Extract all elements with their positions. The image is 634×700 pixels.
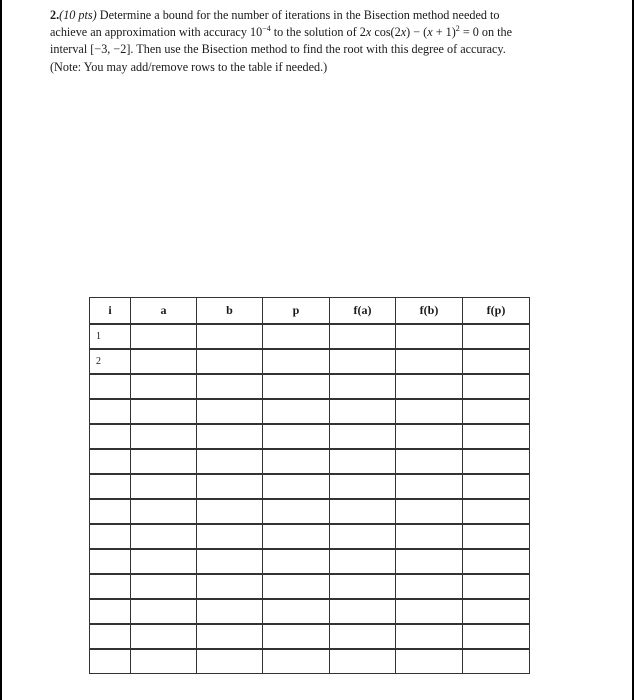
problem-line-2 [50, 24, 580, 41]
table-row [89, 475, 530, 500]
cell-a[interactable] [131, 650, 197, 674]
problem-statement [50, 7, 580, 76]
cell-p[interactable] [263, 475, 330, 500]
cell-i[interactable] [89, 550, 131, 575]
cell-p[interactable] [263, 575, 330, 600]
cell-fa[interactable] [330, 550, 396, 575]
cell-fa[interactable] [330, 400, 396, 425]
cell-fp[interactable] [463, 450, 530, 475]
problem-line-1 [50, 7, 580, 24]
cell-p[interactable] [263, 550, 330, 575]
cell-fp[interactable] [463, 350, 530, 375]
problem-text-2b: to the solution of 2 [270, 25, 366, 40]
cell-p[interactable] [263, 450, 330, 475]
cell-i[interactable] [89, 400, 131, 425]
cell-a[interactable] [131, 575, 197, 600]
cell-i[interactable] [89, 475, 131, 500]
table-row [89, 500, 530, 525]
cell-fp[interactable] [463, 425, 530, 450]
cell-fa[interactable] [330, 325, 396, 350]
square-exponent: 2 [455, 24, 460, 34]
problem-text-2d: cos(2 [371, 25, 401, 40]
cell-fb[interactable] [396, 525, 463, 550]
table-row [89, 425, 530, 450]
cell-i[interactable]: 2 [89, 350, 131, 375]
cell-fa[interactable] [330, 500, 396, 525]
cell-b[interactable] [197, 475, 263, 500]
problem-line-4: (Note: You may add/remove rows to the table if needed.) [50, 59, 328, 74]
cell-p[interactable] [263, 350, 330, 375]
table-row [89, 575, 530, 600]
cell-fp[interactable] [463, 375, 530, 400]
cell-p[interactable] [263, 425, 330, 450]
bisection-table-grid [89, 297, 530, 674]
table-row [89, 400, 530, 425]
cell-i[interactable] [89, 600, 131, 625]
var-x-2: x [400, 25, 407, 40]
cell-fb[interactable] [396, 350, 463, 375]
var-x-1: x [365, 25, 372, 40]
cell-fb[interactable] [396, 375, 463, 400]
cell-a[interactable] [131, 450, 197, 475]
table-body [89, 325, 530, 674]
accuracy-exponent: −4 [262, 24, 271, 34]
cell-fb[interactable] [396, 425, 463, 450]
problem-number: 2. [50, 8, 60, 22]
cell-p[interactable] [263, 600, 330, 625]
cell-fp[interactable] [463, 550, 530, 575]
cell-fb[interactable] [396, 650, 463, 674]
cell-i[interactable] [89, 375, 131, 400]
header-p: p [263, 297, 330, 325]
cell-p[interactable] [263, 525, 330, 550]
cell-i[interactable] [89, 500, 131, 525]
cell-fa[interactable] [330, 650, 396, 674]
cell-fa[interactable] [330, 625, 396, 650]
cell-i[interactable] [89, 575, 131, 600]
cell-fb[interactable] [396, 325, 463, 350]
table-row [89, 650, 530, 674]
cell-a[interactable] [131, 550, 197, 575]
cell-b[interactable] [197, 575, 263, 600]
var-x-3: x [427, 25, 433, 40]
problem-text-2h: + 1) [432, 25, 456, 40]
cell-fa[interactable] [330, 425, 396, 450]
cell-a[interactable] [131, 425, 197, 450]
table-row [89, 600, 530, 625]
cell-fa[interactable] [330, 350, 396, 375]
bisection-table [89, 297, 530, 674]
cell-a[interactable] [131, 475, 197, 500]
cell-fp[interactable] [463, 400, 530, 425]
problem-text-2a: achieve an approximation with accuracy 10 [50, 25, 263, 40]
table-row [89, 550, 530, 575]
cell-fa[interactable] [330, 525, 396, 550]
cell-a[interactable] [131, 325, 197, 350]
page-border-left [0, 0, 2, 700]
table-row [89, 625, 530, 650]
cell-a[interactable] [131, 525, 197, 550]
cell-i[interactable] [89, 650, 131, 674]
cell-fp[interactable] [463, 500, 530, 525]
cell-p[interactable] [263, 400, 330, 425]
header-fp: f(p) [463, 297, 530, 325]
cell-fa[interactable] [330, 575, 396, 600]
cell-fb[interactable] [396, 475, 463, 500]
cell-fb[interactable] [396, 550, 463, 575]
cell-i[interactable] [89, 625, 131, 650]
cell-p[interactable] [263, 650, 330, 674]
table-header-row [89, 297, 530, 325]
cell-a[interactable] [131, 600, 197, 625]
cell-i[interactable] [89, 450, 131, 475]
cell-a[interactable] [131, 350, 197, 375]
problem-points: (10 pts) [59, 8, 97, 22]
header-fb: f(b) [396, 297, 463, 325]
cell-fp[interactable] [463, 525, 530, 550]
cell-a[interactable] [131, 375, 197, 400]
table-row [89, 525, 530, 550]
cell-fb[interactable] [396, 625, 463, 650]
cell-fp[interactable] [463, 625, 530, 650]
cell-fb[interactable] [396, 575, 463, 600]
cell-b[interactable] [197, 350, 263, 375]
cell-a[interactable] [131, 500, 197, 525]
table-row [89, 375, 530, 400]
problem-text-1: Determine a bound for the number of iterations in the Bisection method needed to [99, 8, 500, 22]
table-row [89, 325, 530, 350]
cell-fp[interactable] [463, 650, 530, 674]
cell-i[interactable] [89, 525, 131, 550]
cell-fb[interactable] [396, 500, 463, 525]
cell-fb[interactable] [396, 600, 463, 625]
cell-p[interactable] [263, 500, 330, 525]
cell-b[interactable] [197, 525, 263, 550]
cell-b[interactable] [197, 500, 263, 525]
cell-b[interactable] [197, 600, 263, 625]
cell-fb[interactable] [396, 450, 463, 475]
cell-fa[interactable] [330, 475, 396, 500]
problem-text-2i: = 0 on the [459, 25, 513, 40]
cell-b[interactable] [197, 325, 263, 350]
table-row [89, 350, 530, 375]
cell-fa[interactable] [330, 375, 396, 400]
problem-text-2f: ) − ( [406, 25, 428, 40]
cell-i[interactable]: 1 [89, 325, 131, 350]
cell-fp[interactable] [463, 575, 530, 600]
problem-line-3: interval [−3, −2]. Then use the Bisection method to find the root with this degree of accuracy. [50, 42, 506, 57]
cell-fa[interactable] [330, 450, 396, 475]
cell-p[interactable] [263, 375, 330, 400]
table-row [89, 450, 530, 475]
cell-b[interactable] [197, 450, 263, 475]
cell-b[interactable] [197, 550, 263, 575]
header-a: a [131, 297, 197, 325]
cell-b[interactable] [197, 375, 263, 400]
header-i: i [89, 297, 131, 325]
cell-fp[interactable] [463, 325, 530, 350]
cell-p[interactable] [263, 325, 330, 350]
cell-fp[interactable] [463, 600, 530, 625]
cell-p[interactable] [263, 625, 330, 650]
cell-fb[interactable] [396, 400, 463, 425]
cell-b[interactable] [197, 625, 263, 650]
header-fa: f(a) [330, 297, 396, 325]
cell-fa[interactable] [330, 600, 396, 625]
cell-a[interactable] [131, 400, 197, 425]
cell-b[interactable] [197, 650, 263, 674]
cell-i[interactable] [89, 425, 131, 450]
header-b: b [197, 297, 263, 325]
cell-fp[interactable] [463, 475, 530, 500]
cell-b[interactable] [197, 400, 263, 425]
cell-b[interactable] [197, 425, 263, 450]
cell-a[interactable] [131, 625, 197, 650]
